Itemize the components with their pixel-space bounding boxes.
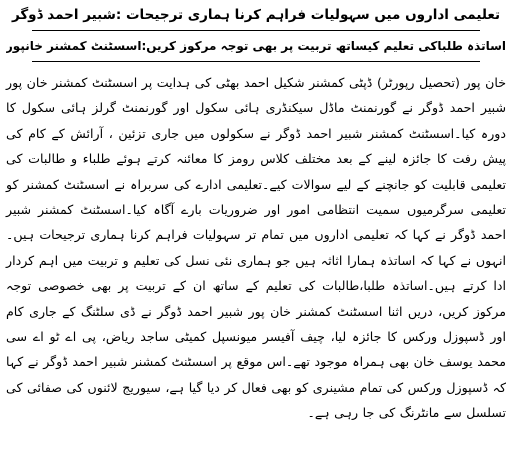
headline-divider-bottom <box>32 61 480 62</box>
main-headline: تعلیمی اداروں میں سہولیات فراہم کرنا ہماری ترجیحات :شبیر احمد ڈوگر <box>11 7 501 23</box>
headline-divider-top <box>32 30 480 31</box>
article-body: خان پور (تحصیل رپورٹر) ڈپٹی کمشنر شکیل احمد بھٹی کی ہدایت پر اسسٹنٹ کمشنر خان پور شبیر احمد ڈوگر نے گورنمنٹ ماڈل سیکنڈری ہائی سکول اور گورنمنٹ گرلز ہائی سکول کا دورہ کیا۔اسسٹنٹ کمشنر شبیر احمد ڈوگر نے سکولوں میں جاری تزئین ، آرائش کے کام کی پیش رفت کا جائزہ لینے کے بعد مختلف کلاس رومز کا معائنہ کرتے ہوئے طلباء و طالبات کی تعلیمی قابلیت کو جانچنے کے لیے سوالات کیے۔تعلیمی ادارے کی سربراہ نے اسسٹنٹ کمشنر کو تعلیمی سرگرمیوں سمیت انتظامی امور اور ضروریات بارے آگاہ کیا۔اسسٹنٹ کمشنر شبیر احمد ڈوگر نے کہا کہ تعلیمی اداروں میں تمام تر سہولیات فراہم کرنا ہماری ترجیحات ہیں۔انہوں نے کہا کہ اساتذہ ہمارا اثاثہ ہیں جو ہماری نئی نسل کی تعلیم و تربیت میں اہم کردار ادا کرتے ہیں۔اساتذہ طلبا،طالبات کی تعلیم کے ساتھ ان کے تربیت پر بھی خصوصی توجہ مرکوز کریں، دریں اثنا اسسٹنٹ کمشنر خان پور شبیر احمد ڈوگر نے ڈی سلٹنگ کے جاری کام اور ڈسپوزل ورکس کا جائزہ لیا، چیف آفیسر میونسپل کمیٹی ساجد ریاض، پی اے ٹو اے سی محمد یوسف خان بھی ہمراہ موجود تھے۔اس موقع پر اسسٹنٹ کمشنر شبیر احمد ڈوگر نے کہا کہ ڈسپوزل ورکس کی تمام مشینری کو بھی فعال کر دیا گیا ہے، سیوریج لائنوں کی صفائی کی تسلسل سے مانٹرنگ کی جا رہی ہے۔ <box>6 75 506 421</box>
secondary-headline: اساتذہ طلباکی تعلیم کیساتھ تربیت پر بھی توجہ مرکوز کریں:اسسٹنٹ کمشنر خانپور <box>6 39 506 53</box>
